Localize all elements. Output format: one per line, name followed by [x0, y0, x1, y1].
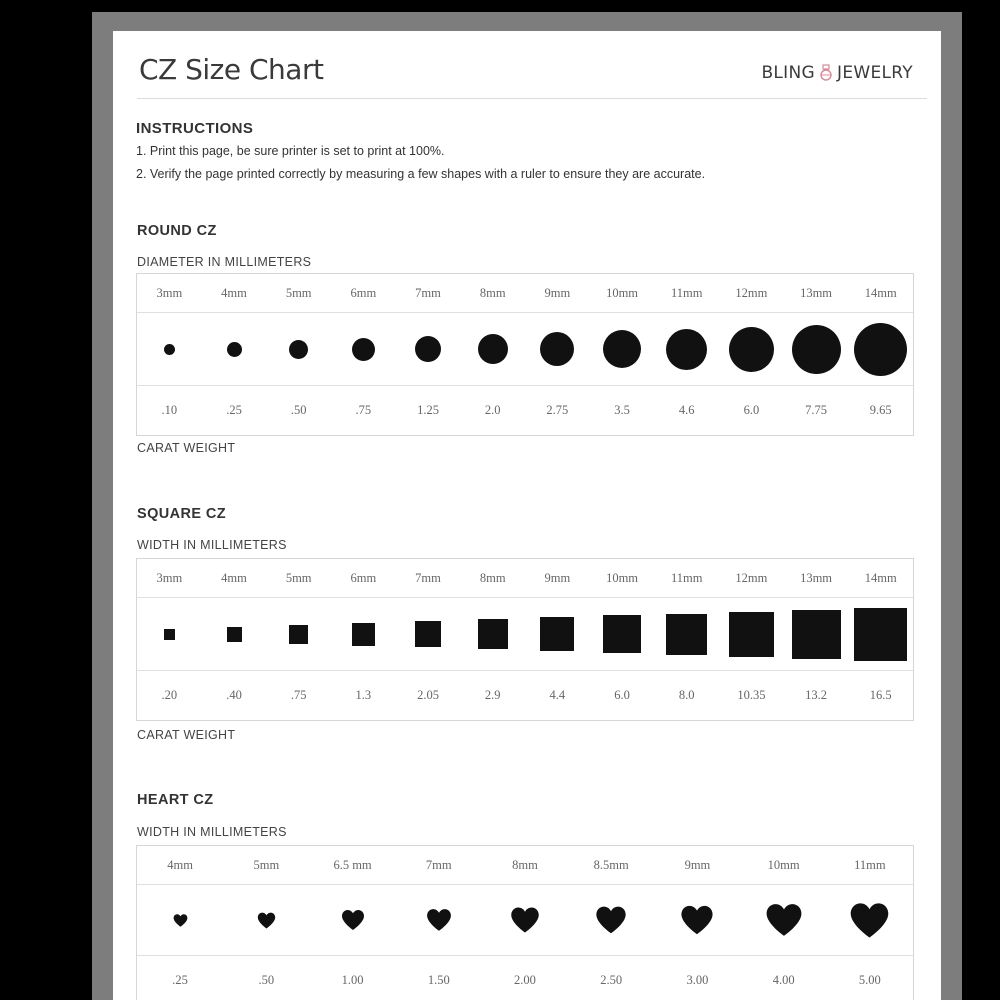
round-shape-cell — [460, 313, 525, 385]
heart-carat-value: 3.00 — [686, 973, 709, 987]
square-square-0 — [164, 629, 175, 640]
round-size-label: 14mm — [864, 285, 897, 300]
square-section-title: SQUARE CZ — [137, 506, 226, 522]
round-carat-value: 1.25 — [417, 403, 439, 417]
round-circle-7 — [603, 330, 641, 368]
round-shape-cell — [784, 313, 849, 385]
heart-shape — [597, 907, 626, 934]
square-size-label: 8mm — [479, 570, 506, 585]
square-size-label: 6mm — [350, 570, 377, 585]
round-carat-value: 2.75 — [546, 403, 569, 417]
square-square-11 — [854, 608, 907, 661]
heart-shape-cell — [223, 885, 309, 955]
circle-shape — [478, 334, 508, 364]
square-shape-cell — [525, 598, 590, 670]
square-shape — [415, 621, 441, 647]
heart-carat-value: 1.50 — [427, 973, 450, 987]
square-size-label: 5mm — [285, 570, 312, 585]
circle-shape — [227, 342, 242, 357]
heart-carat-value: 2.50 — [600, 973, 623, 987]
square-size-label: 7mm — [415, 570, 441, 585]
square-shape-cell — [654, 598, 719, 670]
square-shape-cell — [590, 598, 655, 670]
circle-shape — [854, 323, 907, 376]
square-shape-cell — [396, 598, 461, 670]
heart-carat-value: .25 — [172, 973, 188, 987]
heart-size-label: 11mm — [854, 857, 886, 872]
round-measure-label: DIAMETER IN MILLIMETERS — [137, 255, 312, 269]
square-shape-cell — [719, 598, 784, 670]
circle-shape — [415, 336, 441, 362]
square-square-5 — [478, 619, 508, 649]
square-carat-value: 8.0 — [678, 688, 695, 702]
round-circle-9 — [729, 327, 774, 372]
square-square-9 — [729, 612, 774, 657]
round-circle-8 — [666, 329, 707, 370]
square-size-label: 3mm — [156, 570, 183, 585]
square-square-2 — [289, 625, 308, 644]
round-carat-row — [137, 386, 913, 435]
square-shape — [540, 617, 574, 651]
square-size-table — [136, 558, 914, 721]
heart-size-table — [136, 845, 914, 1000]
heart-carat-value: 4.00 — [772, 973, 795, 987]
square-size-label: 13mm — [800, 570, 833, 585]
heart-carat-value: 5.00 — [858, 973, 881, 987]
instruction-step-1: 1. Print this page, be sure printer is set to print at 100%. — [136, 144, 445, 158]
square-shape-cell — [202, 598, 267, 670]
circle-shape — [289, 340, 308, 359]
heart-shape-cell — [482, 885, 568, 955]
round-circle-6 — [540, 332, 574, 366]
square-shape — [792, 610, 841, 659]
square-square-10 — [792, 610, 841, 659]
square-shape — [227, 627, 242, 642]
square-shape — [603, 615, 641, 653]
round-shape-cell — [202, 313, 267, 385]
round-carat-value: 2.0 — [484, 403, 501, 417]
square-shape-row — [137, 598, 913, 671]
square-square-1 — [227, 627, 242, 642]
heart-shape-cell — [137, 885, 223, 955]
square-carat-value: .20 — [161, 688, 178, 702]
round-carat-value: .10 — [161, 403, 178, 417]
heart-heart-6 — [680, 903, 714, 937]
heart-shape — [766, 904, 801, 936]
heart-size-label: 8mm — [512, 857, 538, 872]
heart-heart-1 — [257, 911, 276, 930]
square-shape-cell — [331, 598, 396, 670]
heart-heart-3 — [426, 907, 452, 933]
document-page — [113, 31, 941, 1000]
round-carat-value: .50 — [290, 403, 307, 417]
heart-size-label: 9mm — [684, 857, 711, 872]
square-shape — [164, 629, 175, 640]
round-shape-cell — [719, 313, 784, 385]
square-shape — [854, 608, 907, 661]
header-divider — [137, 98, 927, 99]
brand-logo — [761, 63, 913, 83]
square-carat-value: 16.5 — [869, 688, 892, 702]
heart-size-label: 5mm — [253, 857, 280, 872]
round-size-row — [137, 274, 913, 313]
page-title: CZ Size Chart — [139, 53, 324, 86]
round-section-title: ROUND CZ — [137, 223, 217, 239]
square-carat-value: 6.0 — [614, 688, 630, 702]
circle-shape — [164, 344, 175, 355]
heart-heart-8 — [849, 900, 890, 941]
square-shape-cell — [266, 598, 331, 670]
heart-shape-cell — [827, 885, 913, 955]
round-circle-4 — [415, 336, 441, 362]
round-carat-value: 3.5 — [614, 403, 630, 417]
square-shape-cell — [784, 598, 849, 670]
square-carat-value: 10.35 — [737, 688, 766, 702]
heart-shape-cell — [309, 885, 395, 955]
heart-carat-row — [137, 956, 913, 1000]
square-size-label: 10mm — [606, 570, 639, 585]
heart-carat-value: 2.00 — [514, 973, 536, 987]
heart-heart-4 — [510, 905, 540, 935]
heart-heart-7 — [765, 901, 803, 939]
heart-size-label: 7mm — [425, 857, 452, 872]
round-circle-1 — [227, 342, 242, 357]
circle-shape — [540, 332, 574, 366]
square-size-label: 12mm — [735, 570, 768, 585]
round-size-label: 8mm — [479, 285, 506, 300]
heart-shape-row — [137, 885, 913, 956]
round-carat-value: 4.6 — [678, 403, 695, 417]
brand-name-left: BLING — [761, 63, 815, 83]
heart-shape-cell — [654, 885, 740, 955]
square-square-6 — [540, 617, 574, 651]
round-circle-11 — [854, 323, 907, 376]
heart-size-label: 8.5mm — [593, 857, 629, 872]
heart-shape — [427, 909, 451, 931]
round-shape-cell — [137, 313, 202, 385]
square-shape-cell — [848, 598, 913, 670]
square-carat-value: 2.9 — [484, 688, 501, 702]
instruction-step-2: 2. Verify the page printed correctly by measuring a few shapes with a ruler to ensure they are accurate. — [136, 167, 706, 181]
ring-logo-icon — [815, 64, 837, 82]
square-carat-row — [137, 671, 913, 720]
round-carat-value: 9.65 — [869, 403, 892, 417]
round-carat-value: .75 — [355, 403, 372, 417]
square-carat-value: 13.2 — [805, 688, 827, 702]
square-square-8 — [666, 614, 707, 655]
square-shape — [289, 625, 308, 644]
heart-shape-cell — [741, 885, 827, 955]
square-carat-value: 1.3 — [355, 688, 372, 702]
round-size-label: 9mm — [544, 285, 571, 300]
square-square-3 — [352, 623, 375, 646]
heart-shape-cell — [568, 885, 654, 955]
square-shape — [729, 612, 774, 657]
heart-size-label: 4mm — [167, 857, 193, 872]
round-size-label: 10mm — [606, 285, 639, 300]
round-circle-2 — [289, 340, 308, 359]
heart-shape — [851, 903, 889, 937]
circle-shape — [352, 338, 375, 361]
round-size-label: 3mm — [156, 285, 183, 300]
square-size-label: 11mm — [670, 570, 703, 585]
round-circle-3 — [352, 338, 375, 361]
circle-shape — [603, 330, 641, 368]
round-size-label: 6mm — [350, 285, 377, 300]
round-size-table — [136, 273, 914, 436]
square-carat-value: 4.4 — [549, 688, 566, 702]
heart-heart-2 — [341, 908, 365, 932]
heart-heart-5 — [595, 904, 627, 936]
instructions-block — [136, 120, 705, 190]
heart-size-label: 10mm — [767, 857, 800, 872]
round-size-label: 5mm — [285, 285, 312, 300]
square-square-7 — [603, 615, 641, 653]
heart-shape-cell — [396, 885, 482, 955]
round-carat-value: 7.75 — [805, 403, 827, 417]
round-circle-5 — [478, 334, 508, 364]
round-size-label: 12mm — [735, 285, 768, 300]
square-carat-label: CARAT WEIGHT — [137, 728, 236, 742]
square-square-4 — [415, 621, 441, 647]
heart-section-title: HEART CZ — [137, 792, 214, 808]
square-shape — [666, 614, 707, 655]
heart-measure-label: WIDTH IN MILLIMETERS — [137, 825, 287, 839]
round-shape-cell — [848, 313, 913, 385]
heart-size-label: 6.5 mm — [333, 857, 372, 872]
heart-size-row — [137, 846, 913, 885]
round-size-label: 4mm — [221, 285, 247, 300]
square-measure-label: WIDTH IN MILLIMETERS — [137, 538, 287, 552]
round-carat-value: 6.0 — [743, 403, 760, 417]
square-shape — [478, 619, 508, 649]
round-shape-cell — [590, 313, 655, 385]
heart-carat-value: .50 — [258, 973, 275, 987]
round-circle-10 — [792, 325, 841, 374]
heart-heart-0 — [173, 913, 188, 928]
square-size-label: 9mm — [544, 570, 571, 585]
square-size-row — [137, 559, 913, 598]
round-shape-cell — [266, 313, 331, 385]
heart-shape — [511, 908, 539, 933]
heart-shape — [342, 910, 364, 930]
square-shape-cell — [460, 598, 525, 670]
square-shape — [352, 623, 375, 646]
heart-shape — [682, 906, 713, 934]
round-size-label: 11mm — [670, 285, 703, 300]
round-carat-label: CARAT WEIGHT — [137, 441, 236, 455]
brand-name-right: JEWELRY — [837, 63, 913, 83]
round-shape-row — [137, 313, 913, 386]
round-shape-cell — [331, 313, 396, 385]
circle-shape — [666, 329, 707, 370]
heart-shape — [173, 914, 187, 927]
square-shape-cell — [137, 598, 202, 670]
round-size-label: 13mm — [800, 285, 833, 300]
instructions-heading: INSTRUCTIONS — [136, 120, 254, 137]
round-shape-cell — [525, 313, 590, 385]
heart-shape — [258, 912, 275, 928]
round-carat-value: .25 — [226, 403, 242, 417]
round-shape-cell — [396, 313, 461, 385]
square-size-label: 14mm — [864, 570, 897, 585]
circle-shape — [792, 325, 841, 374]
square-carat-value: .75 — [290, 688, 307, 702]
square-carat-value: .40 — [226, 688, 242, 702]
round-circle-0 — [164, 344, 175, 355]
circle-shape — [729, 327, 774, 372]
square-carat-value: 2.05 — [417, 688, 439, 702]
round-shape-cell — [654, 313, 719, 385]
square-size-label: 4mm — [221, 570, 247, 585]
heart-carat-value: 1.00 — [341, 973, 364, 987]
round-size-label: 7mm — [415, 285, 441, 300]
